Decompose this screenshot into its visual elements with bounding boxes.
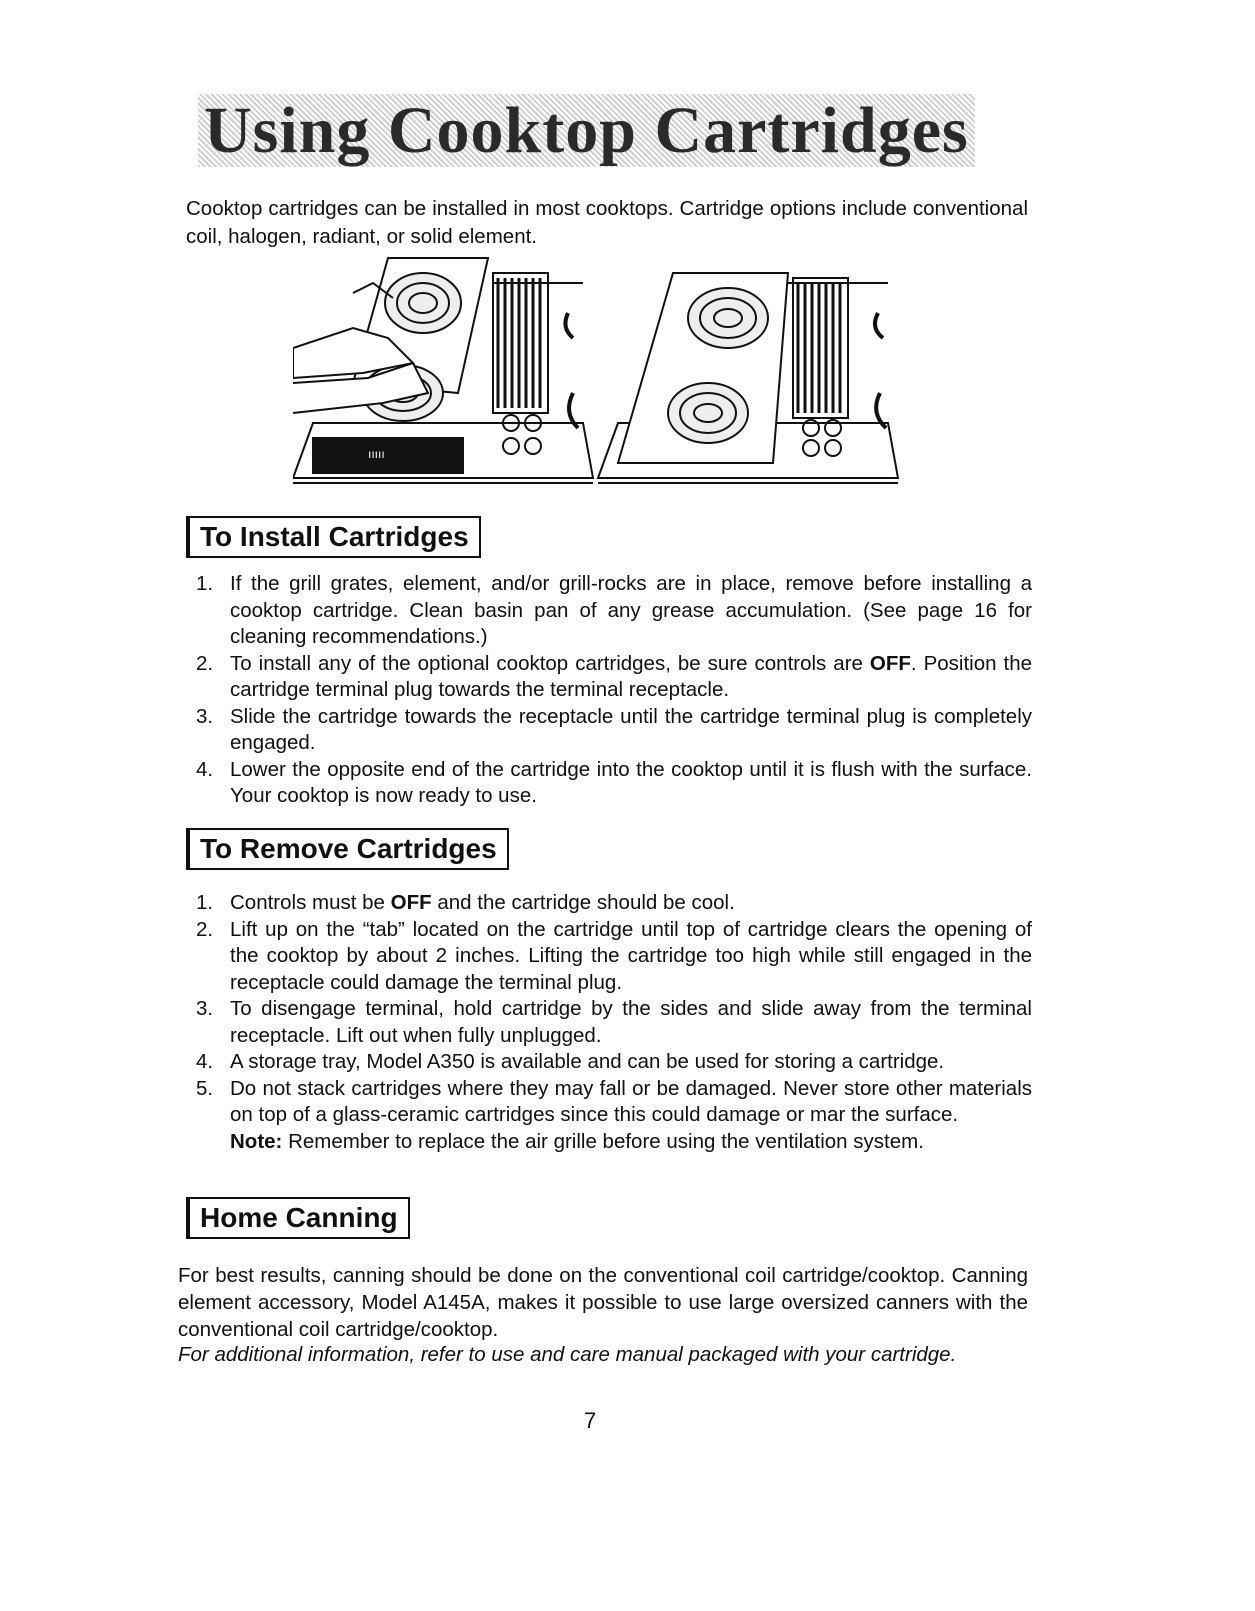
canning-heading: Home Canning xyxy=(186,1197,410,1239)
remove-heading: To Remove Cartridges xyxy=(186,828,509,870)
label-text: ııııı xyxy=(368,447,385,461)
page-number: 7 xyxy=(584,1408,597,1433)
canning-note: For additional information, refer to use and care manual packaged with your cartridge. xyxy=(178,1343,957,1366)
install-heading: To Install Cartridges xyxy=(186,516,481,558)
list-item: 2. To install any of the optional cooktop cartridges, be sure controls are OFF. Position the cartridge terminal plug towards the terminal receptacle. xyxy=(196,651,1032,701)
intro-paragraph: Cooktop cartridges can be installed in most cooktops. Cartridge options include conventional coil, halogen, radiant, or solid element. xyxy=(186,197,1028,248)
list-item: 2. Lift up on the “tab” located on the cartridge until top of cartridge clears the opening of the cooktop by about 2 inches. Lifting the cartridge too high while still engaged in the receptacle could damage the terminal plug. xyxy=(196,917,1032,994)
list-item: 4. Lower the opposite end of the cartridge into the cooktop until it is flush with the surface. Your cooktop is now ready to use. xyxy=(196,757,1032,807)
list-item: 3. To disengage terminal, hold cartridge by the sides and slide away from the terminal receptacle. Lift out when fully unplugged. xyxy=(196,997,1032,1047)
list-item: 5. Do not stack cartridges where they may fall or be damaged. Never store other materials on top of a glass-ceramic cartridges since this could damage or mar the surface. xyxy=(196,1076,1032,1126)
canning-paragraph: For best results, canning should be done on the conventional coil cartridge/cooktop. Canning element accessory, Model A145A, makes it possible to use large oversized canners with the conventional coil cartridge/cooktop. xyxy=(178,1264,1028,1341)
page-title: Using Cooktop Cartridges xyxy=(198,92,1038,170)
list-item: 1. Controls must be OFF and the cartridge should be cool. xyxy=(196,891,735,914)
list-item: 1. If the grill grates, element, and/or grill-rocks are in place, remove before installing a cooktop cartridge. Clean basin pan of any grease accumulation. (See page 16 for cleaning recommendations.) xyxy=(196,572,1032,648)
list-item: 3. Slide the cartridge towards the receptacle until the cartridge terminal plug is completely engaged. xyxy=(196,704,1032,754)
remove-steps xyxy=(186,890,1032,1155)
cooktop-illustrations xyxy=(293,253,923,498)
hands-installing-cartridge-illustration xyxy=(293,258,593,483)
list-item: 4. A storage tray, Model A350 is available and can be used for storing a cartridge. xyxy=(196,1050,945,1073)
installed-cartridge-illustration xyxy=(598,273,898,483)
install-steps xyxy=(186,571,1032,810)
note: Note: Remember to replace the air grille before using the ventilation system. xyxy=(230,1129,924,1153)
